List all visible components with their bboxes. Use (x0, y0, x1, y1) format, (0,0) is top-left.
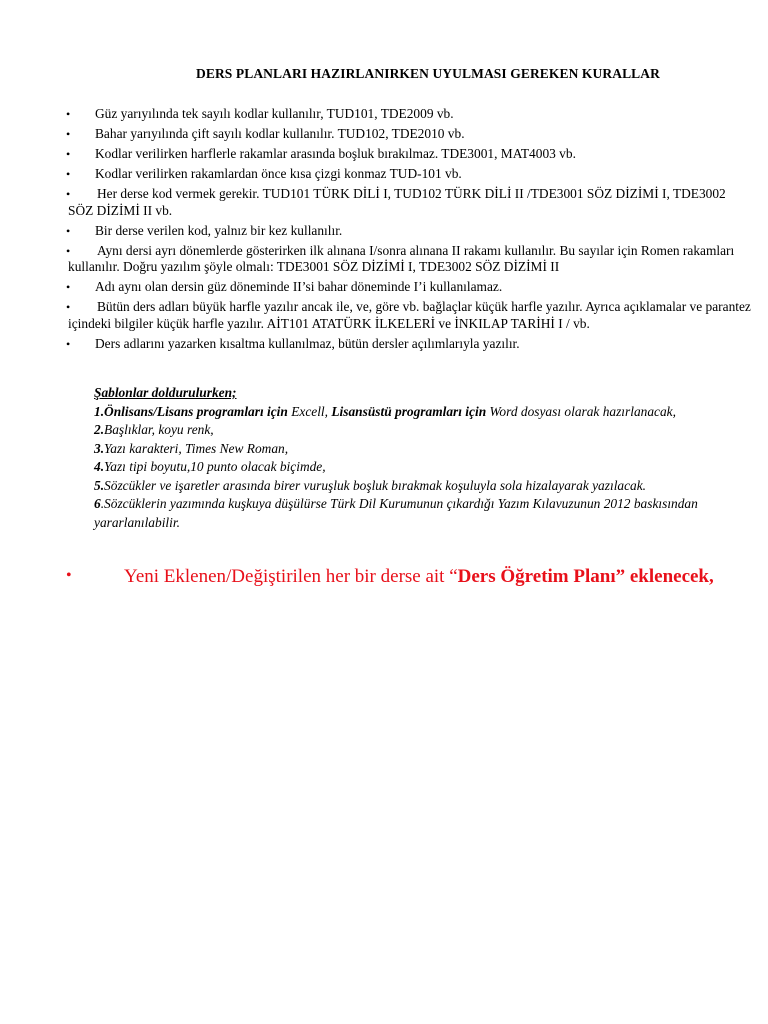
list-item (0, 223, 768, 240)
template-item-text: Yazı tipi boyutu,10 punto olacak biçimde, (104, 459, 326, 474)
list-item (0, 336, 768, 353)
list-item (0, 299, 768, 332)
rule-text: Adı aynı olan dersin güz döneminde II’si bahar döneminde I’i kullanılamaz. (95, 279, 503, 294)
bullet-icon: • (66, 567, 72, 584)
template-item-1 (94, 403, 698, 422)
bullet-icon: • (66, 300, 71, 314)
template-item-text: Excell, (287, 403, 332, 419)
template-item-bold: Önlisans/Lisans programları için (104, 403, 288, 419)
template-item-number: 3. (94, 440, 105, 456)
template-item-2 (94, 421, 698, 440)
rule-text: Güz yarıyılında tek sayılı kodlar kullanılır, TUD101, TDE2009 vb. (95, 106, 454, 121)
bullet-icon: • (66, 280, 71, 294)
bullet-icon: • (66, 187, 71, 201)
list-item (0, 126, 768, 143)
list-item (0, 106, 768, 123)
note-text-bold: Ders Öğretim Planı” eklenecek, (457, 566, 714, 587)
template-item-number: 5. (94, 477, 105, 493)
template-item-text: Yazı karakteri, Times New Roman, (104, 440, 289, 456)
document-title: DERS PLANLARI HAZIRLANIRKEN UYULMASI GEREKEN KURALLAR (196, 66, 660, 81)
bullet-icon: • (66, 243, 71, 258)
list-item (0, 146, 768, 163)
note-text (0, 566, 714, 587)
bullet-icon: • (66, 107, 71, 121)
rule-text: Kodlar verilirken rakamlardan önce kısa çizgi konmaz TUD-101 vb. (95, 166, 462, 181)
template-item-number: 6 (94, 496, 101, 511)
rule-text-continued: içindeki bilgiler küçük harfle yazılır. AİT101 ATATÜRK İLKELERİ ve İNKILAP TARİHİ I / vb. (68, 315, 590, 331)
rule-text: Bir derse verilen kod, yalnız bir kez kullanılır. (95, 222, 343, 238)
note-text-plain: Yeni Eklenen/Değiştirilen her bir derse ait “ (124, 566, 458, 587)
template-item-text: .Sözcüklerin yazımında kuşkuya düşülürse Türk Dil Kurumunun çıkardığı Yazım Kılavuzunun 2012 baskısından (100, 496, 698, 511)
list-item (0, 279, 768, 296)
rule-text: Aynı dersi ayrı dönemlerde gösterirken ilk alınana I/sonra alınana II rakamı kullanılır. Bu sayılar için Romen rakamları (97, 242, 735, 258)
rule-text: Bütün ders adları büyük harfle yazılır ancak ile, ve, göre vb. bağlaçlar küçük harfle yazılır. Ayrıca açıklamalar ve parantez (97, 299, 751, 314)
course-plan-note (0, 566, 714, 588)
rule-text-continued: kullanılır. Doğru yazılım şöyle olmalı: TDE3001 SÖZ DİZİMİ I, TDE3002 SÖZ DİZİMİ II (68, 259, 560, 274)
rule-text-continued: SÖZ DİZİMİ II vb. (68, 202, 173, 218)
template-item-6-continued: yararlanılabilir. (94, 514, 180, 530)
bullet-icon: • (66, 336, 71, 351)
bullet-icon: • (66, 127, 71, 141)
template-item-number: 1. (94, 403, 105, 419)
template-item-number: 2. (94, 422, 105, 437)
list-item (0, 243, 768, 276)
list-item (0, 166, 768, 183)
rule-text: Her derse kod vermek gerekir. TUD101 TÜRK DİLİ I, TUD102 TÜRK DİLİ II /TDE3001 SÖZ DİZİMİ I, TDE3002 (97, 186, 726, 201)
template-item-5 (94, 477, 698, 496)
template-item-number: 4. (94, 459, 105, 474)
bullet-icon: • (66, 223, 71, 238)
template-item-bold: Lisansüstü programları için (331, 403, 487, 419)
list-item (0, 186, 768, 219)
rule-text: Bahar yarıyılında çift sayılı kodlar kullanılır. TUD102, TDE2010 vb. (95, 126, 465, 141)
template-instructions (94, 384, 698, 532)
rule-text: Kodlar verilirken harflerle rakamlar arasında boşluk bırakılmaz. TDE3001, MAT4003 vb. (95, 146, 576, 161)
template-item-3 (94, 440, 698, 459)
bullet-icon: • (66, 167, 71, 181)
template-item-text: Sözcükler ve işaretler arasında birer vuruşluk boşluk bırakmak koşuluyla sola hizalayarak yazılacak. (104, 477, 647, 493)
bullet-icon: • (66, 147, 71, 161)
template-heading: Şablonlar doldurulurken; (94, 385, 237, 400)
template-item-6 (94, 495, 698, 514)
rules-list (0, 106, 768, 356)
template-item-text: Word dosyası olarak hazırlanacak, (486, 403, 676, 419)
template-item-text: Başlıklar, koyu renk, (104, 422, 214, 437)
rule-text: Ders adlarını yazarken kısaltma kullanılmaz, bütün dersler açılımlarıyla yazılır. (95, 335, 520, 351)
template-item-4 (94, 458, 698, 477)
